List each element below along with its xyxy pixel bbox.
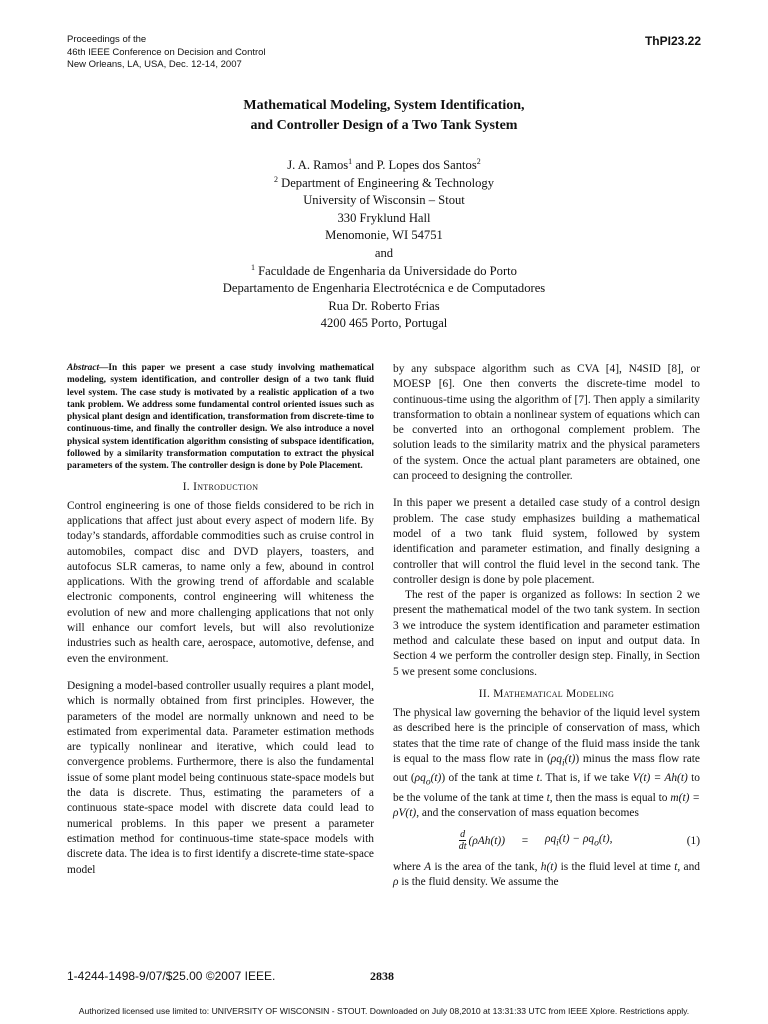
paragraph: by any subspace algorithm such as CVA [4], N4SID [8], or MOESP [6]. One then converts the discrete-time model to continuous-time using the algorithm of [7]. Then apply a similarity transformation to obtain a nonlinear system of equations which can be converted into an orthogonal complement problem. The solution leads to the similarity matrix and the physical parameters of the system. Once the actual plant parameters are obtained, one can proceed to designing the controller. [393,363,700,483]
paper-id: ThPI23.22 [644,34,701,48]
affiliation-line [0,175,768,193]
paragraph: Control engineering is one of those fields considered to be rich in applications that affect just about every aspect of modern life. By today’s standards, affordable commodities such as cruise control in automobiles, compact disc and DVD players, toasters, and autofocus SLR cameras, to name only a few, abound in control applications. With the growing trend of affordable and scalable electronic components, control engineering will whiteness the evolution of new and more challenging applications that not only will enhance our comfort levels, but will also revolutionize industries such as health care, aerospace, automotive, defense, and even the environment. [67,499,374,665]
title-line: Mathematical Modeling, System Identification, [243,98,525,113]
conference-venue [67,34,266,72]
abstract-lead: Abstract [67,363,100,373]
math-inline: ρq [414,772,426,785]
copyright-line: 1-4244-1498-9/07/$25.00 ©2007 IEEE. [67,969,276,983]
affiliation-line: 4200 465 Porto, Portugal [320,316,448,331]
paragraph: where A is the area of the tank, h(t) is the fluid level at time t, and ρ is the fluid density. We assume the [393,860,700,888]
author-connector: and [352,158,377,172]
venue-line: Proceedings of the [67,34,147,45]
affiliation-line: Rua Dr. Roberto Frias [328,298,440,313]
affiliation-line [0,263,768,281]
equation-number: (1) [686,834,700,847]
right-column [393,362,700,890]
page-number: 2838 [370,969,394,983]
equation-lhs [393,829,505,852]
author-names [0,157,768,175]
abstract [67,362,374,473]
affiliation-line: University of Wisconsin – Stout [303,193,465,208]
title-line: and Controller Design of a Two Tank System [250,118,518,133]
paragraph: In this paper we present a detailed case study of a control design problem. The case study emphasizes building a mathematical model of a two tank fluid system, followed by system identification and parameter estimation, and finally designing a controller that will control the fluid level in the second tank. The controller design is done by pole placement. [393,497,700,586]
author-name: P. Lopes dos Santos [376,158,477,172]
equation-operator: = [521,834,529,847]
abstract-dash: — [99,363,109,373]
affiliation-text: Faculdade de Engenharia da Universidade do Porto [255,263,517,278]
author-superscript: 2 [476,156,481,166]
author-block [0,157,768,333]
derivative-fraction [459,829,467,852]
equation-1 [393,828,700,854]
equation-rhs: $\rho q_i(t) - \rho q_o(t)$, [545,832,613,849]
left-column [67,362,374,878]
affiliation-superscript: 2 [273,174,278,184]
affiliation-line: Departamento de Engenharia Electrotécnica e de Computadores [222,281,546,296]
affiliation-text: Department of Engineering & Technology [277,175,495,190]
math-inline: ρq [550,752,562,765]
section-heading-modeling: II. Mathematical Modeling [478,687,615,700]
license-notice: Authorized licensed use limited to: UNIVERSITY OF WISCONSIN - STOUT. Downloaded on July 08,2010 at 13:31:33 UTC from IEEE Xplore. Restrictions apply. [78,1006,690,1016]
affiliation-line: Menomonie, WI 54751 [325,228,443,243]
section-heading-introduction: I. Introduction [182,480,259,493]
paragraph: The rest of the paper is organized as follows: In section 2 we present the mathematical model of the two tank system. In section 3 we introduce the system identification and parameter estimation method and calculate these based on input and output data. In Section 4 we perform the controller design step. Finally, in Section 5 we present some conclusions. [393,589,700,678]
venue-line: 46th IEEE Conference on Decision and Control [67,46,266,58]
paragraph: The physical law governing the behavior of the liquid level system as described here is the principle of conservation of mass, which states that the time rate of change of the fluid mass inside the tank is equal to the mass flow rate in $(\rho q_i(t))$ minus the mass flow rate out $(\rho q_o(t))$ of the tank at time t. That is, if we take V(t) = Ah(t) to be the volume of the tank at time t, then the mass is equal to m(t) = ρV(t), and the conservation of mass equation becomes [393,706,700,820]
math-inline: m(t) = ρV(t) [393,791,700,820]
abstract-text: In this paper we present a case study involving mathematical modeling, system identification, and controller design of a two tank fluid level system. The case study is motivated by a realistic application of a two tank problem. We address some fundamental control oriented issues such as physical plant design and identification, transformation from discrete-time to continuous-time, and finally the controller design. We also introduce a novel physical system identification algorithm consisting of subspace identification, followed by a similarity transformation computation to extract the physical parameters of the system. The controller design is done by Pole Placement. [67,363,374,472]
fraction-denominator: dt [458,841,467,853]
paper-title [0,96,768,136]
affiliation-line: 330 Fryklund Hall [337,210,431,225]
affiliation-and: and [374,245,394,260]
paragraph: Designing a model-based controller usually requires a plant model, which is normally obtained from first principles. However, the parameters of the model are normally unknown and need to be estimated from experimental data. Parameter estimation methods are typically nonlinear and iterative, which could lead to convergence problems. Furthermore, there is also the fundamental issue of some plant model being continuous state-space models but the data is discrete. Thus, estimating the parameters of a continuous state-space model with discrete data could lead to numerical problems. In this paper we present a parameter estimation method for continuous-time state-space models with discrete data. The idea is to first identify a discrete-time state-space model [67,679,374,876]
fraction-numerator: d [460,829,466,841]
affiliation-superscript: 1 [251,262,256,272]
author-name: J. A. Ramos [287,158,349,172]
math-inline: V(t) = Ah(t) [632,772,688,785]
venue-line: New Orleans, LA, USA, Dec. 12-14, 2007 [67,59,242,70]
author-superscript: 1 [348,156,353,166]
equation-lhs-term: (ρAh(t)) [468,834,505,847]
